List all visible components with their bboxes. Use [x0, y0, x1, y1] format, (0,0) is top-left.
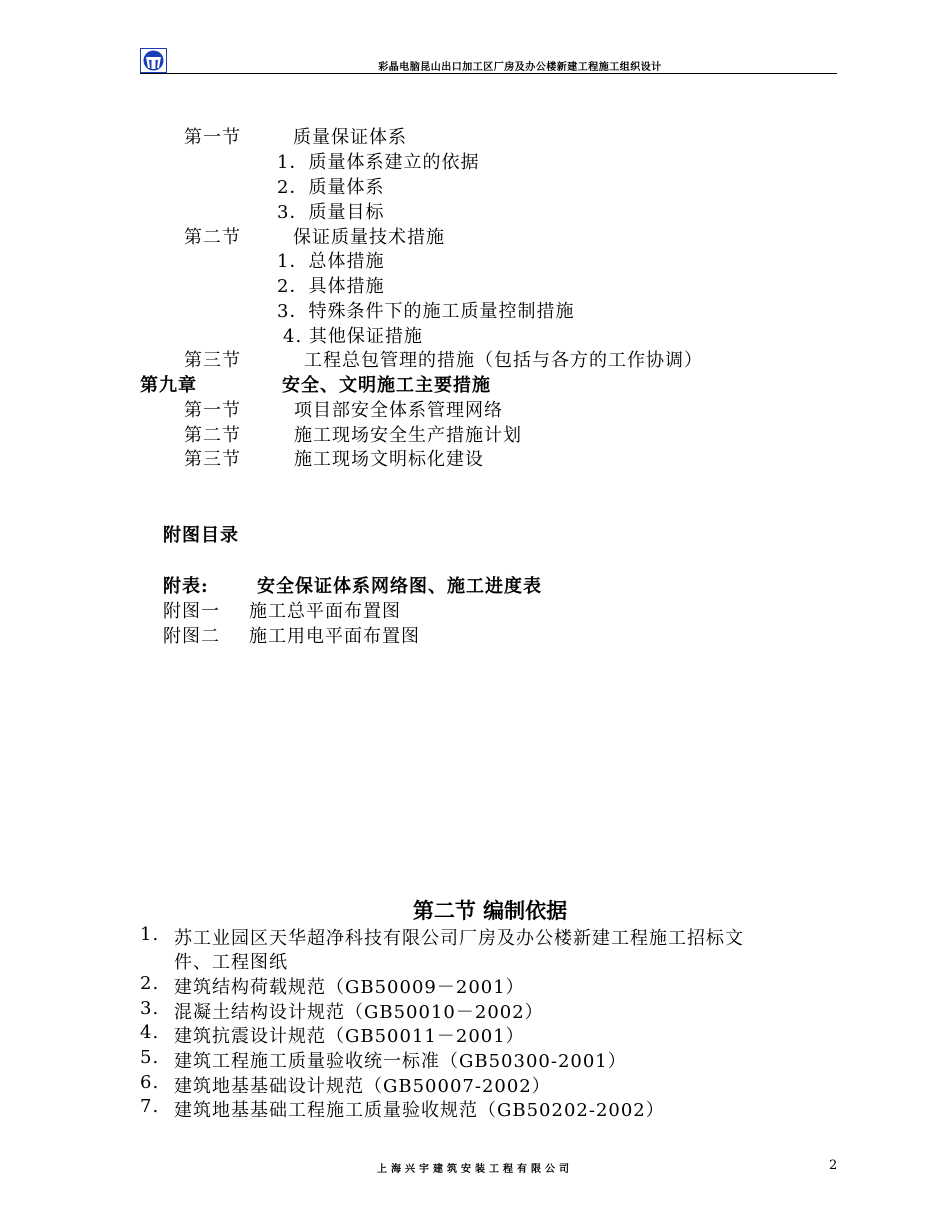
toc-section-title: 工程总包管理的措施（包括与各方的工作协调）: [304, 350, 703, 371]
basis-item-number: 3.: [140, 998, 160, 1019]
toc-item: 4. 其他保证措施: [283, 326, 423, 347]
toc-item: 2．具体措施: [277, 276, 385, 297]
basis-item-number: 2.: [140, 973, 160, 994]
basis-item-number: 5.: [140, 1047, 160, 1068]
toc-item: 3．质量目标: [277, 202, 385, 223]
appendix-table-title: 安全保证体系网络图、施工进度表: [257, 576, 542, 597]
basis-item-number: 4.: [140, 1022, 160, 1043]
basis-item-number: 6.: [140, 1072, 160, 1093]
basis-item-text: 建筑地基基础工程施工质量验收规范（GB50202-2002）: [174, 1100, 665, 1121]
appendix-figure-title: 施工用电平面布置图: [249, 626, 420, 647]
basis-item-text: 建筑工程施工质量验收统一标准（GB50300-2001）: [174, 1051, 627, 1072]
toc-section-label: 第一节: [184, 400, 241, 421]
toc-section-title: 施工现场安全生产措施计划: [294, 425, 522, 446]
toc-section-title: 施工现场文明标化建设: [294, 449, 484, 470]
basis-item-number: 7.: [140, 1096, 160, 1117]
toc-section-title: 保证质量技术措施: [293, 227, 445, 248]
basis-item-text: 建筑结构荷载规范（GB50009－2001）: [174, 977, 525, 998]
page-number: 2: [829, 1158, 838, 1173]
toc-item: 3．特殊条件下的施工质量控制措施: [277, 301, 575, 322]
basis-item-number: 1.: [140, 924, 160, 945]
appendix-figure-label: 附图一: [163, 601, 220, 622]
toc-item: 2．质量体系: [277, 177, 385, 198]
basis-item-text-continued: 件、工程图纸: [174, 952, 288, 973]
basis-item-text: 建筑抗震设计规范（GB50011－2001）: [174, 1026, 525, 1047]
appendix-figure-label: 附图二: [163, 626, 220, 647]
toc-chapter-title: 安全、文明施工主要措施: [282, 375, 491, 396]
toc-section-label: 第二节: [184, 227, 241, 248]
toc-section-label: 第三节: [184, 350, 241, 371]
appendix-heading: 附图目录: [163, 525, 239, 546]
basis-item-text: 建筑地基基础设计规范（GB50007-2002）: [174, 1076, 551, 1097]
basis-item-text: 混凝土结构设计规范（GB50010－2002）: [174, 1002, 544, 1023]
header-title: 彩晶电脑昆山出口加工区厂房及办公楼新建工程施工组织设计: [378, 62, 662, 73]
appendix-figure-title: 施工总平面布置图: [249, 601, 401, 622]
toc-chapter-label: 第九章: [140, 375, 197, 396]
basis-item-text: 苏工业园区天华超净科技有限公司厂房及办公楼新建工程施工招标文: [174, 928, 744, 949]
toc-section-title: 质量保证体系: [293, 127, 407, 148]
toc-section-label: 第三节: [184, 449, 241, 470]
section-title: 第二节 编制依据: [412, 899, 568, 923]
toc-section-label: 第二节: [184, 425, 241, 446]
toc-section-label: 第一节: [184, 127, 241, 148]
footer-company: 上海兴宇建筑安装工程有限公司: [377, 1164, 573, 1175]
toc-item: 1．总体措施: [277, 251, 385, 272]
toc-section-title: 项目部安全体系管理网络: [294, 400, 503, 421]
toc-item: 1．质量体系建立的依据: [277, 152, 480, 173]
company-logo-icon: [140, 48, 167, 73]
header-divider: [140, 73, 837, 74]
appendix-table-label: 附表:: [163, 576, 209, 597]
